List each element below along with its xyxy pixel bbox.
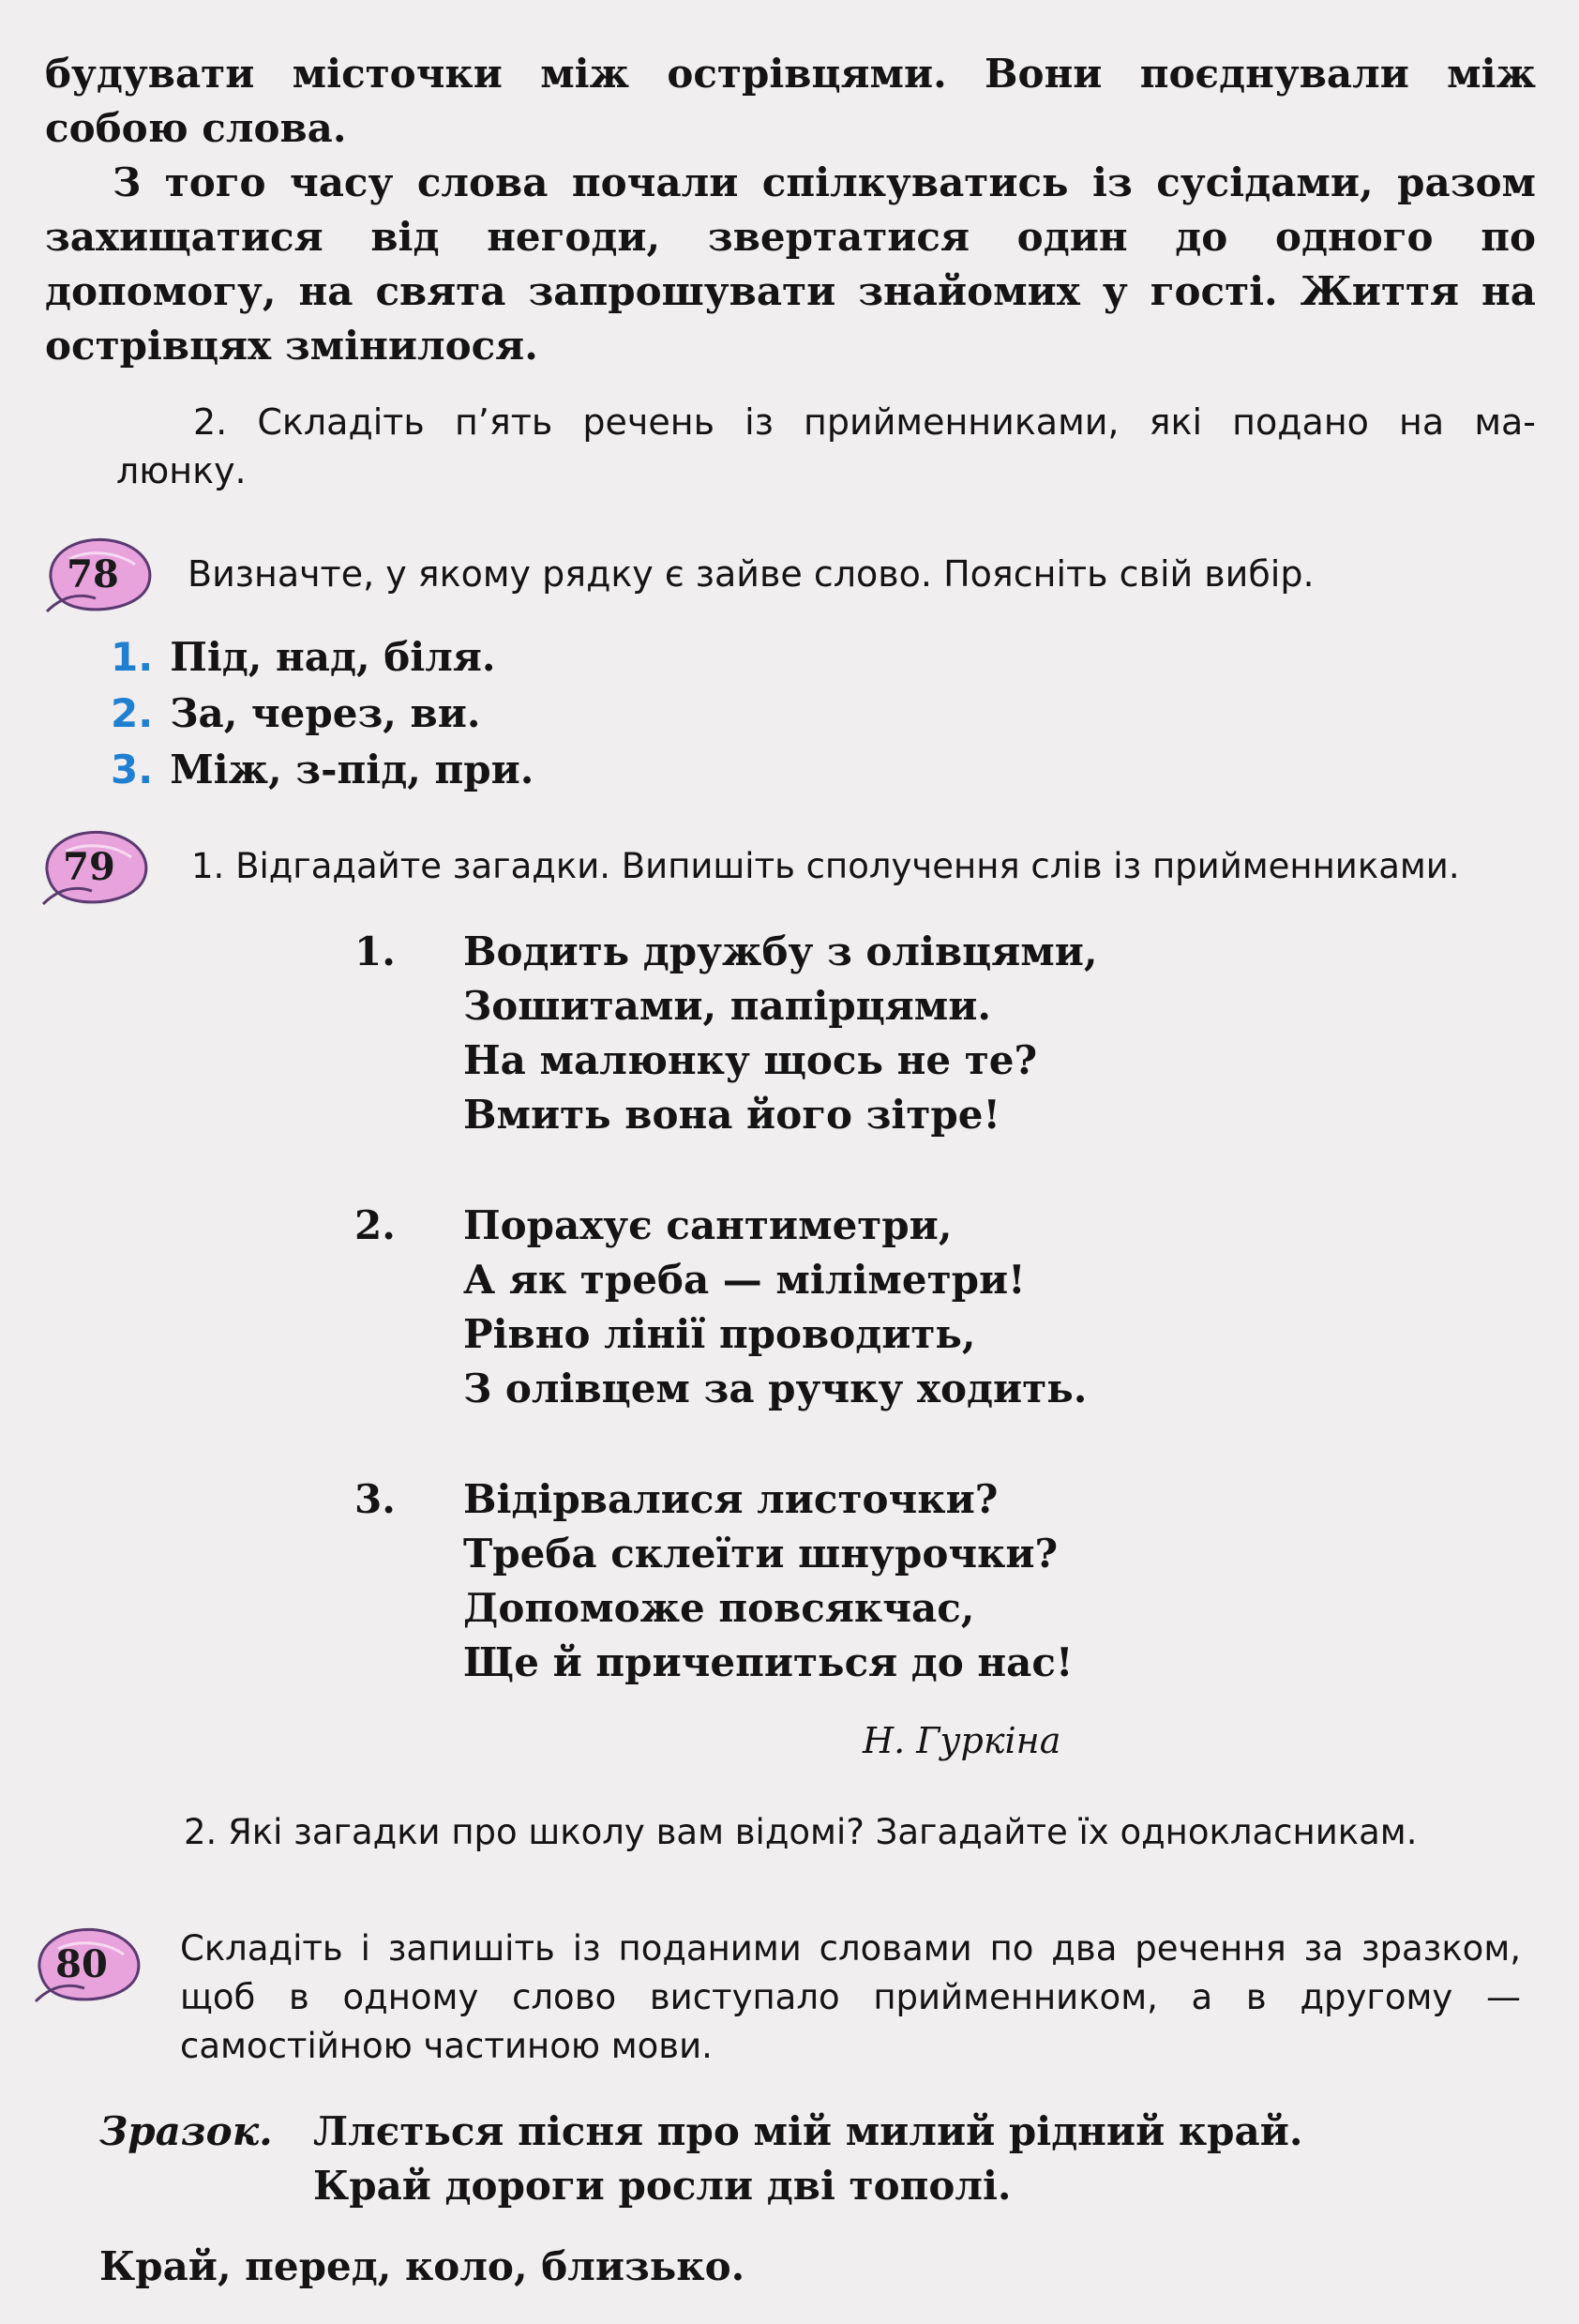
sample-sentence-1: Ллється пісня про мій милий рідний край. [313,2108,1303,2154]
riddle-3-line-1: Відірвалися листочки? [463,1476,999,1522]
exercise-80-instruction: Складіть і запишіть із поданими словами по два речення за зразком, щоб в одному слово виступало прийменником, а в другому — самостійною частиною мови. [180,1928,1521,2066]
intro-task-2-line-1: 2. Складіть п’ять речень із прийменниками, які подано на ма- [193,401,1536,443]
exercise-79-task-2: 2. Які загадки про школу вам відомі? Загадайте їх однокласникам. [184,1812,1418,1852]
exercise-80-badge [30,1921,146,2007]
exercise-79-instruction: 1. Відгадайте загадки. Випишіть сполучення слів із прийменниками. [191,846,1460,886]
riddle-3-line-4: Ще й причепиться до нас! [463,1639,1074,1685]
riddle-3-number: 3. [354,1476,396,1522]
riddle-1-line-3: На малюнку щось не те? [463,1037,1038,1083]
intro-task-2-line-2: люнку. [116,450,247,491]
exercise-80-number: 80 [55,1941,108,1986]
option-text: Під, над, біля. [170,634,496,680]
option-number: 3. [111,747,154,792]
intro-paragraph-2: З того часу слова почали спілкуватись із сусідами, разом захищатися від негоди, звертатися один до одного по допомогу, на свята запрошувати знайомих у гості. Життя на острівцях змінилося. [45,159,1536,369]
exercise-78-badge [41,531,158,617]
intro-paragraph-1: будувати місточки між острівцями. Вони поєднували між собою слова. [45,51,1536,151]
option-text: Між, з-під, при. [170,747,534,792]
exercise-78-option-1 [111,630,495,685]
exercise-80-words: Край, перед, коло, близько. [99,2243,745,2289]
riddle-1-line-2: Зошитами, папірцями. [463,983,992,1029]
exercise-79-badge [38,823,154,910]
sample-label: Зразок. [99,2108,273,2154]
riddle-2-line-3: Рівно лінії проводить, [463,1311,976,1357]
sample-sentence-2: Край дороги росли дві тополі. [313,2163,1012,2209]
riddle-2-line-2: А як треба — міліметри! [463,1257,1026,1303]
riddle-1-line-4: Вмить вона його зітре! [463,1092,1000,1138]
riddle-2-line-1: Порахує сантиметри, [463,1202,953,1248]
exercise-78-option-3 [111,743,534,797]
riddle-3-line-2: Треба склеїти шнурочки? [463,1531,1059,1577]
exercise-79-number: 79 [63,844,115,889]
exercise-78-option-2 [111,687,481,741]
option-text: За, через, ви. [170,690,481,736]
riddle-2-number: 2. [354,1202,396,1248]
riddle-2-line-4: З олівцем за ручку ходить. [463,1366,1088,1411]
option-number: 1. [111,634,154,680]
riddle-1-number: 1. [354,928,396,974]
riddle-1-line-1: Водить дружбу з олівцями, [463,928,1098,974]
riddle-3-line-3: Допоможе повсякчас, [463,1585,975,1631]
riddle-author: Н. Гуркіна [863,1720,1061,1761]
exercise-78-instruction: Визначте, у якому рядку є зайве слово. Поясніть свій вибір. [188,553,1315,595]
exercise-78-number: 78 [67,551,119,596]
option-number: 2. [111,690,154,736]
